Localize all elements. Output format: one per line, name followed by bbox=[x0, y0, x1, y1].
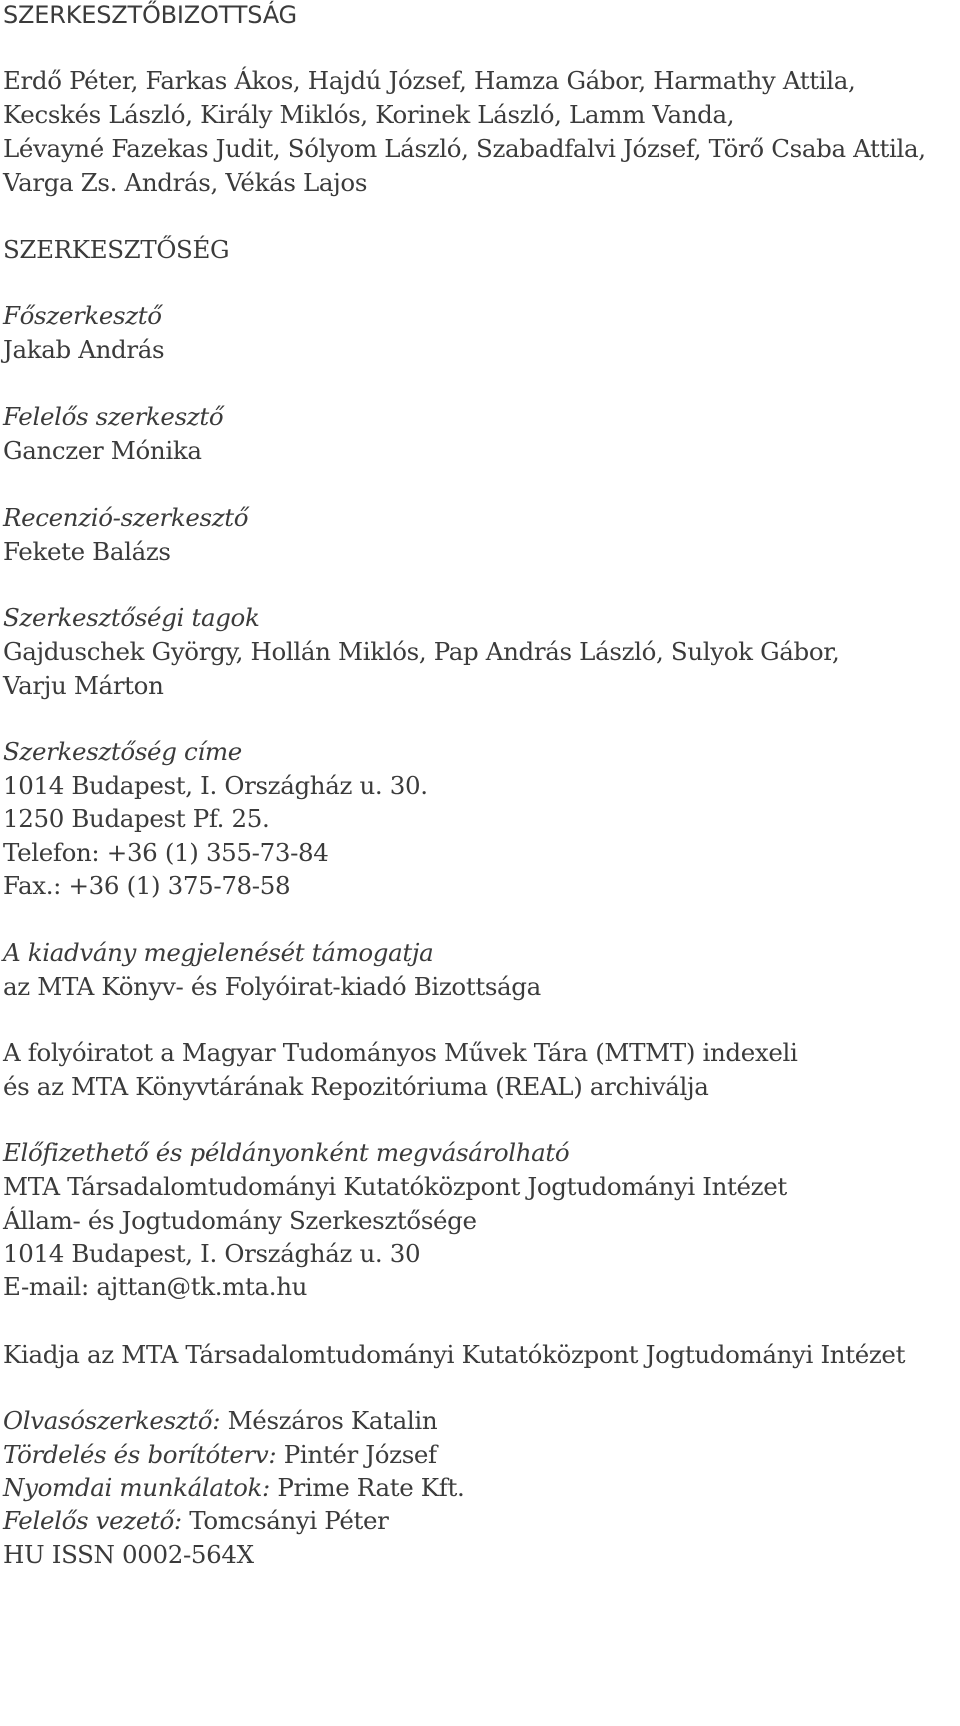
support-label: A kiadvány megjelenését támogatja bbox=[3, 938, 434, 967]
indexing-line: és az MTA Könyvtárának Repozitóriuma (REAL) archiválja bbox=[3, 1072, 709, 1101]
credit-label: Tördelés és borítóterv: bbox=[3, 1440, 277, 1469]
credit-label: Olvasószerkesztő: bbox=[3, 1406, 221, 1435]
subscription-line: MTA Társadalomtudományi Kutatóközpont Jogtudományi Intézet bbox=[3, 1172, 787, 1201]
staff-members-line: Gajduschek György, Hollán Miklós, Pap András László, Sulyok Gábor, bbox=[3, 637, 840, 666]
editor-in-chief: Jakab András bbox=[3, 335, 165, 364]
credit-value: Prime Rate Kft. bbox=[269, 1473, 465, 1502]
credit-label: Felelős vezető: bbox=[3, 1506, 182, 1535]
board-members-line: Erdő Péter, Farkas Ákos, Hajdú József, Hamza Gábor, Harmathy Attila, bbox=[3, 66, 856, 95]
editor-in-chief-label: Főszerkesztő bbox=[3, 301, 162, 330]
review-editor-label: Recenzió-szerkesztő bbox=[3, 503, 249, 532]
subscription-line: 1014 Budapest, I. Országház u. 30 bbox=[3, 1239, 421, 1268]
board-members-line: Lévayné Fazekas Judit, Sólyom László, Szabadfalvi József, Törő Csaba Attila, bbox=[3, 134, 926, 163]
credit-value: Tomcsányi Péter bbox=[181, 1506, 389, 1535]
staff-members-line: Varju Márton bbox=[3, 671, 164, 700]
credit-line bbox=[3, 1469, 464, 1506]
fax-number: Fax.: +36 (1) 375-78-58 bbox=[3, 871, 291, 900]
staff-heading: SZERKESZTŐSÉG bbox=[3, 235, 230, 264]
support-text: az MTA Könyv- és Folyóirat-kiadó Bizottsága bbox=[3, 972, 541, 1001]
phone-number: Telefon: +36 (1) 355-73-84 bbox=[3, 838, 329, 867]
board-members-line: Kecskés László, Király Miklós, Korinek László, Lamm Vanda, bbox=[3, 100, 735, 129]
subscription-label: Előfizethető és példányonként megvásárolható bbox=[3, 1138, 570, 1167]
board-members-line: Varga Zs. András, Vékás Lajos bbox=[3, 168, 368, 197]
credit-label: Nyomdai munkálatok: bbox=[3, 1473, 270, 1502]
staff-members-label: Szerkesztőségi tagok bbox=[3, 603, 260, 632]
address-label: Szerkesztőség címe bbox=[3, 737, 242, 766]
review-editor: Fekete Balázs bbox=[3, 537, 171, 566]
managing-editor-label: Felelős szerkesztő bbox=[3, 402, 224, 431]
credit-value: Pintér József bbox=[276, 1440, 437, 1469]
address-line: 1250 Budapest Pf. 25. bbox=[3, 804, 270, 833]
board-heading: SZERKESZTŐBIZOTTSÁG bbox=[3, 1, 297, 29]
email-address: E-mail: ajttan@tk.mta.hu bbox=[3, 1272, 308, 1301]
credit-line bbox=[3, 1502, 389, 1539]
publisher-line: Kiadja az MTA Társadalomtudományi Kutatóközpont Jogtudományi Intézet bbox=[3, 1340, 906, 1369]
issn-number: HU ISSN 0002-564X bbox=[3, 1540, 254, 1569]
credit-line bbox=[3, 1402, 437, 1439]
credit-line bbox=[3, 1436, 437, 1473]
indexing-line: A folyóiratot a Magyar Tudományos Művek Tára (MTMT) indexeli bbox=[3, 1038, 798, 1067]
address-line: 1014 Budapest, I. Országház u. 30. bbox=[3, 771, 428, 800]
credit-value: Mészáros Katalin bbox=[220, 1406, 438, 1435]
managing-editor: Ganczer Mónika bbox=[3, 436, 202, 465]
subscription-line: Állam- és Jogtudomány Szerkesztősége bbox=[3, 1206, 477, 1235]
